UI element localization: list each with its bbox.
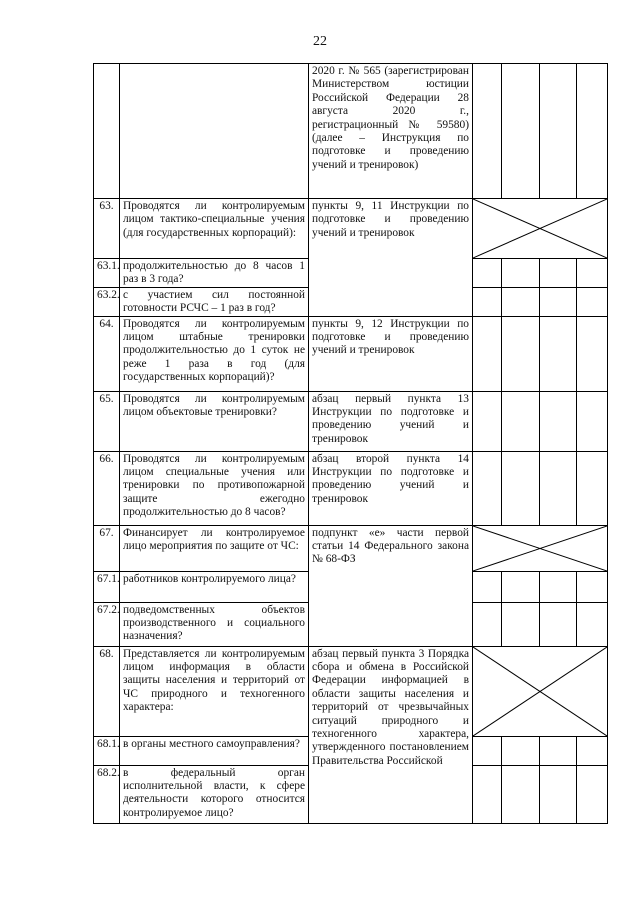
reference-cell: подпункт «е» части первой статьи 14 Федерального закона № 68-ФЗ (309, 525, 473, 646)
answer-no-cell[interactable] (502, 287, 540, 316)
answer-yes-cell[interactable] (473, 765, 502, 823)
question-cell: Проводятся ли контролируемым лицом специальные учения или тренировки по противопожарной защите ежегодно продолжительностью до 8 часов? (120, 451, 309, 525)
question-cell: подведомственных объектов производственного и социального назначения? (120, 602, 309, 646)
row-number: 67.2. (94, 602, 120, 646)
reference-cell: пункты 9, 11 Инструкции по подготовке и проведению учений и тренировок (309, 199, 473, 317)
note-cell[interactable] (577, 64, 608, 199)
table-row (94, 64, 608, 199)
crossed-out-cell (473, 199, 608, 259)
answer-na-cell[interactable] (540, 736, 577, 765)
answer-na-cell[interactable] (540, 316, 577, 391)
row-number: 63.2. (94, 287, 120, 316)
table-row (94, 391, 608, 451)
question-cell: в федеральный орган исполнительной власти, к сфере деятельности которого относится контролируемое лицо? (120, 765, 309, 823)
row-number: 64. (94, 316, 120, 391)
row-number: 67. (94, 525, 120, 571)
answer-no-cell[interactable] (502, 765, 540, 823)
answer-no-cell[interactable] (502, 736, 540, 765)
answer-yes-cell[interactable] (473, 736, 502, 765)
answer-na-cell[interactable] (540, 391, 577, 451)
row-number: 66. (94, 451, 120, 525)
question-cell: Финансирует ли контролируемое лицо мероприятия по защите от ЧС: (120, 525, 309, 571)
table-row (94, 525, 608, 571)
answer-yes-cell[interactable] (473, 316, 502, 391)
answer-yes-cell[interactable] (473, 571, 502, 602)
question-cell: с участием сил постоянной готовности РСЧС – 1 раз в год? (120, 287, 309, 316)
crossed-out-cell (473, 525, 608, 571)
table-row (94, 316, 608, 391)
page-number: 22 (313, 34, 327, 49)
answer-na-cell[interactable] (540, 571, 577, 602)
note-cell[interactable] (577, 571, 608, 602)
note-cell[interactable] (577, 287, 608, 316)
requirements-table (93, 63, 608, 824)
question-cell: работников контролируемого лица? (120, 571, 309, 602)
question-cell: Проводятся ли контролируемым лицом тактико-специальные учения (для государственных корпораций): (120, 199, 309, 259)
answer-no-cell[interactable] (502, 64, 540, 199)
row-number: 67.1. (94, 571, 120, 602)
answer-na-cell[interactable] (540, 287, 577, 316)
answer-yes-cell[interactable] (473, 259, 502, 288)
answer-na-cell[interactable] (540, 64, 577, 199)
reference-cell: 2020 г. № 565 (зарегистрирован Министерством юстиции Российской Федерации 28 августа 2020 г., регистрационный № 59580) (далее – Инструкция по подготовке и проведению учений и тренировок) (309, 64, 473, 199)
note-cell[interactable] (577, 451, 608, 525)
answer-no-cell[interactable] (502, 259, 540, 288)
answer-no-cell[interactable] (502, 316, 540, 391)
reference-cell: пункты 9, 12 Инструкции по подготовке и проведению учений и тренировок (309, 316, 473, 391)
note-cell[interactable] (577, 736, 608, 765)
question-cell: в органы местного самоуправления? (120, 736, 309, 765)
reference-cell: абзац второй пункта 14 Инструкции по подготовке и проведению учений и тренировок (309, 451, 473, 525)
question-cell: Проводятся ли контролируемым лицом объектовые тренировки? (120, 391, 309, 451)
question-cell: Представляется ли контролируемым лицом информация в области защиты населения и территорий от ЧС природного и техногенного характера: (120, 646, 309, 736)
answer-yes-cell[interactable] (473, 64, 502, 199)
answer-yes-cell[interactable] (473, 391, 502, 451)
answer-yes-cell[interactable] (473, 602, 502, 646)
answer-no-cell[interactable] (502, 391, 540, 451)
table-row (94, 451, 608, 525)
note-cell[interactable] (577, 316, 608, 391)
row-number: 65. (94, 391, 120, 451)
row-number: 68.1. (94, 736, 120, 765)
question-cell: Проводятся ли контролируемым лицом штабные тренировки продолжительностью до 1 суток не реже 1 раза в год (для государственных корпораций)? (120, 316, 309, 391)
note-cell[interactable] (577, 259, 608, 288)
table-row (94, 199, 608, 259)
row-number: 63. (94, 199, 120, 259)
answer-na-cell[interactable] (540, 602, 577, 646)
note-cell[interactable] (577, 602, 608, 646)
answer-no-cell[interactable] (502, 571, 540, 602)
answer-no-cell[interactable] (502, 451, 540, 525)
answer-na-cell[interactable] (540, 451, 577, 525)
note-cell[interactable] (577, 765, 608, 823)
row-number: 68. (94, 646, 120, 736)
note-cell[interactable] (577, 391, 608, 451)
row-number: 68.2. (94, 765, 120, 823)
row-number: 63.1. (94, 259, 120, 288)
answer-yes-cell[interactable] (473, 451, 502, 525)
answer-yes-cell[interactable] (473, 287, 502, 316)
crossed-out-cell (473, 646, 608, 736)
question-cell: продолжительностью до 8 часов 1 раз в 3 года? (120, 259, 309, 288)
reference-cell: абзац первый пункта 3 Порядка сбора и обмена в Российской Федерации информацией в области защиты населения и территорий от чрезвычайных ситуаций природного и техногенного характера, утвержденного постановлением Правительства Российской (309, 646, 473, 823)
answer-na-cell[interactable] (540, 765, 577, 823)
table-row (94, 646, 608, 736)
answer-na-cell[interactable] (540, 259, 577, 288)
reference-cell: абзац первый пункта 13 Инструкции по подготовке и проведению учений и тренировок (309, 391, 473, 451)
answer-no-cell[interactable] (502, 602, 540, 646)
